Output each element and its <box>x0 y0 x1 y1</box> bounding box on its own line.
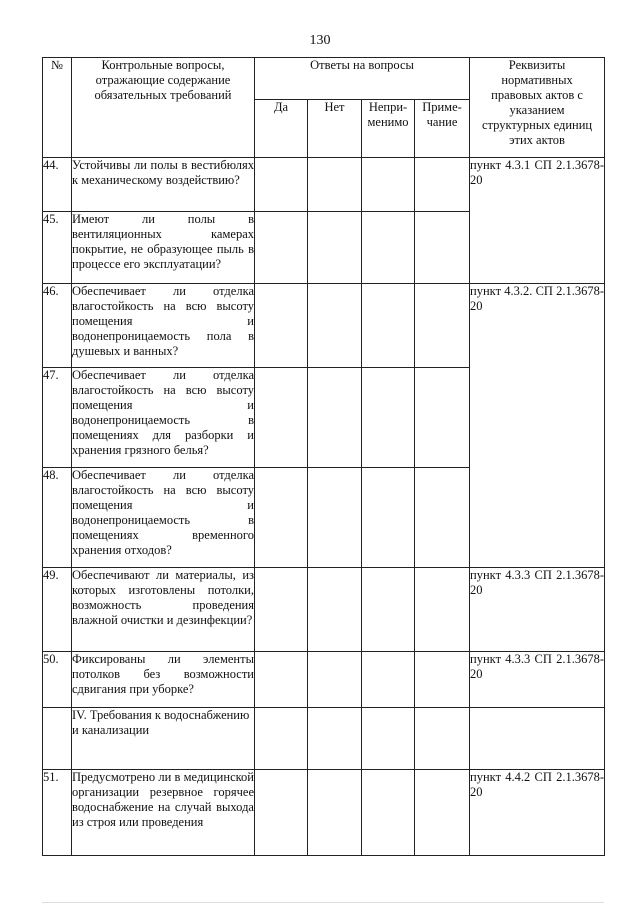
answer-na-cell[interactable] <box>362 770 415 856</box>
requirements-checklist-table <box>42 57 605 856</box>
row-legal-ref: пункт 4.3.1 СП 2.1.3678-20 <box>470 158 605 284</box>
answer-yes-cell[interactable] <box>255 212 308 284</box>
header-number: № <box>43 58 72 158</box>
page-bottom-edge <box>42 902 604 903</box>
section-empty-cell <box>362 708 415 770</box>
answer-no-cell[interactable] <box>308 468 362 568</box>
row-number: 51. <box>43 770 72 856</box>
answer-note-cell[interactable] <box>415 652 470 708</box>
header-legal-refs: Реквизиты нормативных правовых актов с указанием структурных единиц этих актов <box>470 58 605 158</box>
row-number: 45. <box>43 212 72 284</box>
answer-no-cell[interactable] <box>308 770 362 856</box>
answer-yes-cell[interactable] <box>255 770 308 856</box>
answer-yes-cell[interactable] <box>255 368 308 468</box>
page-number: 130 <box>309 33 331 48</box>
header-note: Приме- чание <box>415 100 470 158</box>
row-legal-ref: пункт 4.3.2. СП 2.1.3678-20 <box>470 284 605 568</box>
answer-yes-cell[interactable] <box>255 652 308 708</box>
table-row <box>43 284 605 368</box>
answer-yes-cell[interactable] <box>255 568 308 652</box>
header-control-questions: Контрольные вопросы, отражающие содержание обязательных требований <box>72 58 255 158</box>
row-question: Устойчивы ли полы в вестибюлях к механическому воздействию? <box>72 158 255 212</box>
header-not-applicable: Непри- менимо <box>362 100 415 158</box>
row-legal-ref: пункт 4.3.3 СП 2.1.3678-20 <box>470 568 605 652</box>
answer-na-cell[interactable] <box>362 652 415 708</box>
section-empty-cell <box>415 708 470 770</box>
row-number: 44. <box>43 158 72 212</box>
answer-na-cell[interactable] <box>362 368 415 468</box>
answer-yes-cell[interactable] <box>255 468 308 568</box>
answer-no-cell[interactable] <box>308 568 362 652</box>
row-question: Обеспечивает ли отделка влагостойкость на всю высоту помещения и водонепроницаемость пола в душевых и ванных? <box>72 284 255 368</box>
answer-note-cell[interactable] <box>415 568 470 652</box>
answer-yes-cell[interactable] <box>255 158 308 212</box>
answer-na-cell[interactable] <box>362 468 415 568</box>
row-question: Имеют ли полы в вентиляционных камерах покрытие, не образующее пыль в процессе его эксплуатации? <box>72 212 255 284</box>
answer-no-cell[interactable] <box>308 284 362 368</box>
answer-note-cell[interactable] <box>415 158 470 212</box>
table-row <box>43 770 605 856</box>
header-no-answer: Нет <box>308 100 362 158</box>
answer-note-cell[interactable] <box>415 212 470 284</box>
row-question: Предусмотрено ли в медицинской организации резервное горячее водоснабжение на случай выхода из строя или проведения <box>72 770 255 856</box>
answer-na-cell[interactable] <box>362 212 415 284</box>
row-number: 49. <box>43 568 72 652</box>
header-answers: Ответы на вопросы <box>255 58 470 100</box>
row-legal-ref: пункт 4.4.2 СП 2.1.3678-20 <box>470 770 605 856</box>
section-row <box>43 708 605 770</box>
answer-no-cell[interactable] <box>308 368 362 468</box>
row-legal-ref: пункт 4.3.3 СП 2.1.3678-20 <box>470 652 605 708</box>
row-question: Обеспечивают ли материалы, из которых изготовлены потолки, возможность проведения влажной очистки и дезинфекции? <box>72 568 255 652</box>
answer-yes-cell[interactable] <box>255 284 308 368</box>
row-number: 46. <box>43 284 72 368</box>
answer-note-cell[interactable] <box>415 284 470 368</box>
row-number: 47. <box>43 368 72 468</box>
section-empty-cell <box>308 708 362 770</box>
answer-note-cell[interactable] <box>415 770 470 856</box>
section-number-cell <box>43 708 72 770</box>
answer-na-cell[interactable] <box>362 158 415 212</box>
section-title: IV. Требования к водоснабжению и канализации <box>72 708 255 770</box>
section-empty-cell <box>470 708 605 770</box>
answer-no-cell[interactable] <box>308 212 362 284</box>
answer-note-cell[interactable] <box>415 468 470 568</box>
answer-na-cell[interactable] <box>362 284 415 368</box>
row-number: 48. <box>43 468 72 568</box>
header-yes: Да <box>255 100 308 158</box>
row-number: 50. <box>43 652 72 708</box>
row-question: Обеспечивает ли отделка влагостойкость на всю высоту помещения и водонепроницаемость в помещениях временного хранения отходов? <box>72 468 255 568</box>
table-row <box>43 652 605 708</box>
table-row <box>43 158 605 212</box>
answer-na-cell[interactable] <box>362 568 415 652</box>
table-row <box>43 568 605 652</box>
answer-no-cell[interactable] <box>308 158 362 212</box>
answer-no-cell[interactable] <box>308 652 362 708</box>
row-question: Обеспечивает ли отделка влагостойкость на всю высоту помещения и водонепроницаемость в помещениях для разборки и хранения грязного белья? <box>72 368 255 468</box>
row-question: Фиксированы ли элементы потолков без возможности сдвигания при уборке? <box>72 652 255 708</box>
section-empty-cell <box>255 708 308 770</box>
answer-note-cell[interactable] <box>415 368 470 468</box>
